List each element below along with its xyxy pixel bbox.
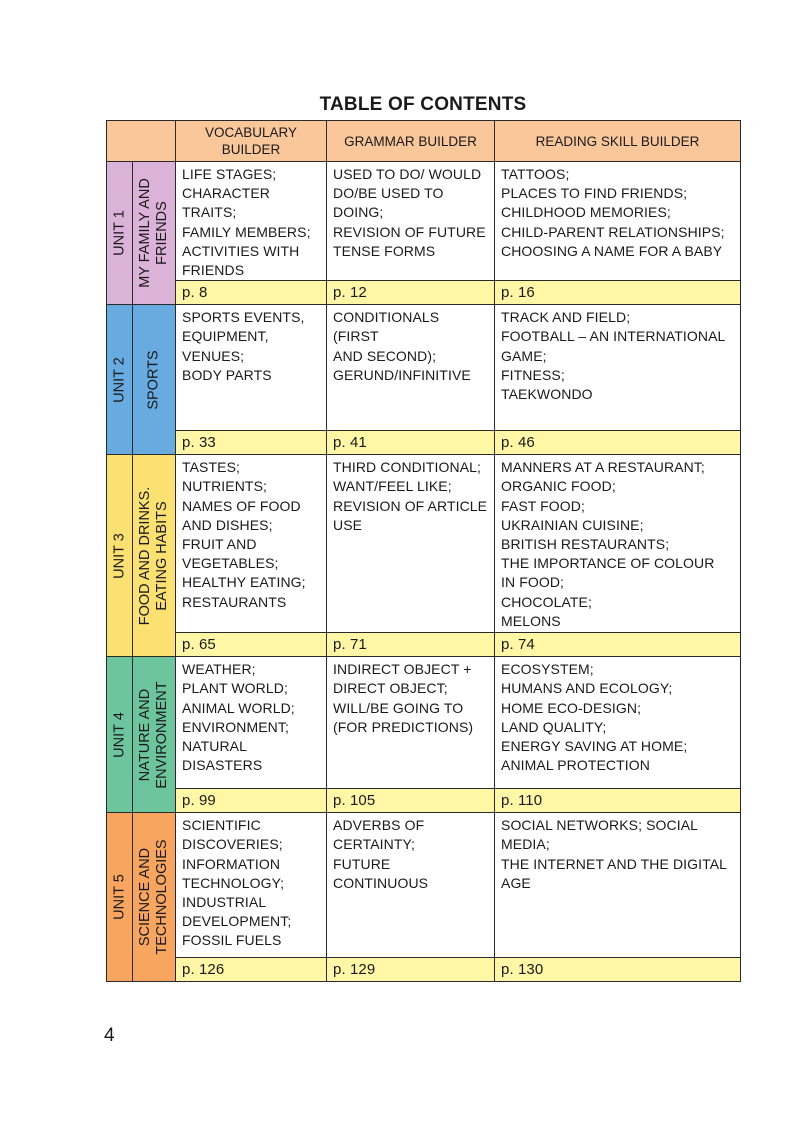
reading-cell: MANNERS AT A RESTAURANT; ORGANIC FOOD; FAST FOOD; UKRAINIAN CUISINE; BRITISH RESTAURANTS; THE IMPORTANCE OF COLOUR IN FOOD; CHOCOLATE; MELONS: [495, 455, 741, 633]
reading-cell: TRACK AND FIELD; FOOTBALL – AN INTERNATIONAL GAME; FITNESS; TAEKWONDO: [495, 305, 741, 431]
unit-topic: SPORTS: [133, 305, 176, 455]
unit-pages-row: [107, 633, 741, 657]
unit-pages-row: [107, 281, 741, 305]
unit-pages-row: [107, 789, 741, 813]
grammar-cell: ADVERBS OF CERTAINTY; FUTURE CONTINUOUS: [327, 813, 495, 958]
table-of-contents: [106, 120, 741, 982]
grammar-page: p. 71: [327, 633, 495, 657]
header-corner: [107, 121, 176, 162]
unit-topic: NATURE AND ENVIRONMENT: [133, 657, 176, 813]
header-grammar: GRAMMAR BUILDER: [327, 121, 495, 162]
unit-label: UNIT 4: [107, 657, 133, 813]
vocabulary-page: p. 65: [176, 633, 327, 657]
unit-content-row: [107, 305, 741, 431]
vocabulary-page: p. 126: [176, 958, 327, 982]
header-row: [107, 121, 741, 162]
vocabulary-cell: SCIENTIFIC DISCOVERIES; INFORMATION TECHNOLOGY; INDUSTRIAL DEVELOPMENT; FOSSIL FUELS: [176, 813, 327, 958]
header-vocabulary: VOCABULARY BUILDER: [176, 121, 327, 162]
unit-content-row: [107, 162, 741, 281]
grammar-cell: USED TO DO/ WOULD DO/BE USED TO DOING; REVISION OF FUTURE TENSE FORMS: [327, 162, 495, 281]
grammar-page: p. 105: [327, 789, 495, 813]
vocabulary-cell: TASTES; NUTRIENTS; NAMES OF FOOD AND DISHES; FRUIT AND VEGETABLES; HEALTHY EATING; RESTAURANTS: [176, 455, 327, 633]
unit-pages-row: [107, 958, 741, 982]
unit-label: UNIT 5: [107, 813, 133, 982]
reading-page: p. 130: [495, 958, 741, 982]
grammar-page: p. 12: [327, 281, 495, 305]
vocabulary-page: p. 8: [176, 281, 327, 305]
reading-page: p. 110: [495, 789, 741, 813]
reading-page: p. 74: [495, 633, 741, 657]
reading-cell: ECOSYSTEM; HUMANS AND ECOLOGY; HOME ECO-DESIGN; LAND QUALITY; ENERGY SAVING AT HOME; ANIMAL PROTECTION: [495, 657, 741, 789]
grammar-cell: CONDITIONALS (FIRST AND SECOND); GERUND/INFINITIVE: [327, 305, 495, 431]
header-reading: READING SKILL BUILDER: [495, 121, 741, 162]
grammar-page: p. 129: [327, 958, 495, 982]
reading-page: p. 46: [495, 431, 741, 455]
grammar-cell: INDIRECT OBJECT + DIRECT OBJECT; WILL/BE GOING TO (FOR PREDICTIONS): [327, 657, 495, 789]
grammar-cell: THIRD CONDITIONAL; WANT/FEEL LIKE; REVISION OF ARTICLE USE: [327, 455, 495, 633]
vocabulary-page: p. 33: [176, 431, 327, 455]
unit-topic: MY FAMILY AND FRIENDS: [133, 162, 176, 305]
reading-cell: TATTOOS; PLACES TO FIND FRIENDS; CHILDHOOD MEMORIES; CHILD-PARENT RELATIONSHIPS; CHOOSING A NAME FOR A BABY: [495, 162, 741, 281]
unit-content-row: [107, 455, 741, 633]
unit-label: UNIT 2: [107, 305, 133, 455]
unit-content-row: [107, 657, 741, 789]
unit-pages-row: [107, 431, 741, 455]
reading-page: p. 16: [495, 281, 741, 305]
reading-cell: SOCIAL NETWORKS; SOCIAL MEDIA; THE INTERNET AND THE DIGITAL AGE: [495, 813, 741, 958]
page-number: 4: [104, 1025, 115, 1046]
grammar-page: p. 41: [327, 431, 495, 455]
unit-topic: SCIENCE AND TECHNOLOGIES: [133, 813, 176, 982]
unit-label: UNIT 3: [107, 455, 133, 657]
vocabulary-cell: WEATHER; PLANT WORLD; ANIMAL WORLD; ENVIRONMENT; NATURAL DISASTERS: [176, 657, 327, 789]
vocabulary-page: p. 99: [176, 789, 327, 813]
vocabulary-cell: SPORTS EVENTS, EQUIPMENT, VENUES; BODY PARTS: [176, 305, 327, 431]
vocabulary-cell: LIFE STAGES; CHARACTER TRAITS; FAMILY MEMBERS; ACTIVITIES WITH FRIENDS: [176, 162, 327, 281]
unit-label: UNIT 1: [107, 162, 133, 305]
page-title: TABLE OF CONTENTS: [319, 94, 527, 115]
unit-topic: FOOD AND DRINKS. EATING HABITS: [133, 455, 176, 657]
unit-content-row: [107, 813, 741, 958]
